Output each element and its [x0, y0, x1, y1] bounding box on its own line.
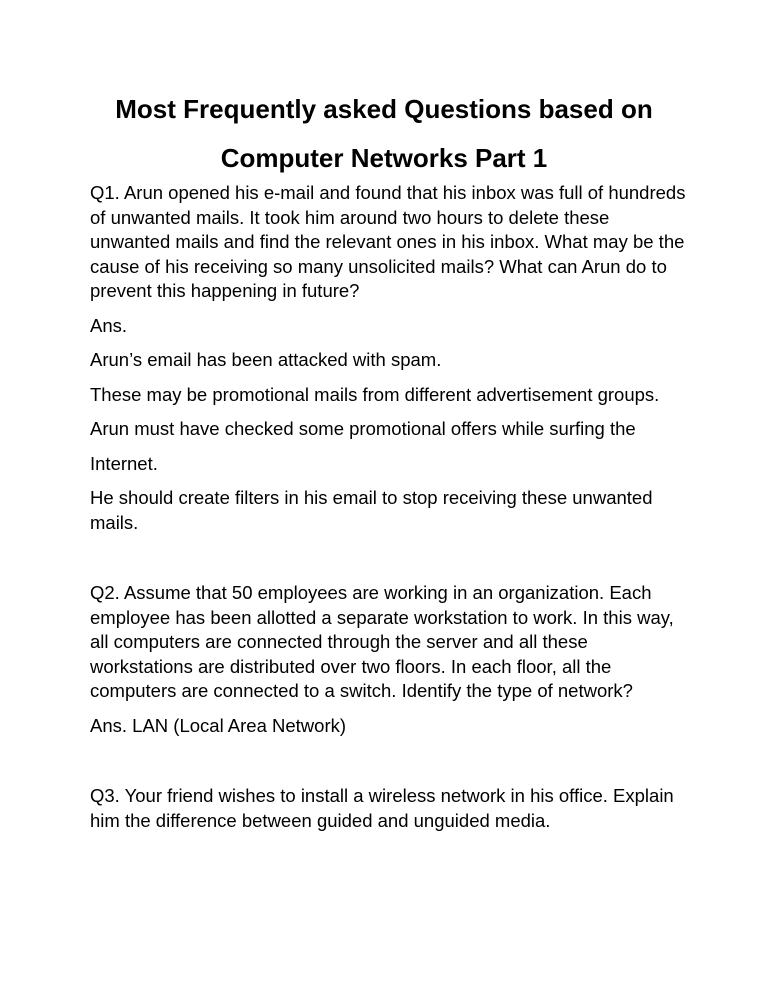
document-body	[90, 181, 690, 833]
q2-question: Q2. Assume that 50 employees are working in an organization. Each employee has been allotted a separate workstation to work. In this way, all computers are connected through the server and all these workstations are distributed over two floors. In each floor, all the computers are connected to a switch. Identify the type of network?	[90, 582, 674, 701]
q1-answer-line: These may be promotional mails from different advertisement groups.	[90, 383, 660, 405]
q2-answer: Ans. LAN (Local Area Network)	[90, 714, 347, 736]
document-title-line-2: Computer Networks Part 1	[220, 143, 548, 173]
q1-answer-line: He should create filters in his email to stop receiving these unwanted mails.	[90, 487, 653, 533]
document-title-line-1: Most Frequently asked Questions based on	[115, 94, 653, 124]
q1-question: Q1. Arun opened his e-mail and found that his inbox was full of hundreds of unwanted mails. It took him around two hours to delete these unwanted mails and find the relevant ones in his inbox. What may be the cause of his receiving so many unsolicited mails? What can Arun do to prevent this happening in future?	[90, 182, 686, 301]
q1-answer-label: Ans.	[90, 314, 128, 336]
q1-answer-line: Arun must have checked some promotional offers while surfing the	[90, 418, 636, 439]
q3-question: Q3. Your friend wishes to install a wireless network in his office. Explain him the difference between guided and unguided media.	[90, 785, 674, 831]
q1-answer-line: Internet.	[90, 452, 158, 474]
q1-answer-line: Arun’s email has been attacked with spam.	[90, 349, 442, 370]
